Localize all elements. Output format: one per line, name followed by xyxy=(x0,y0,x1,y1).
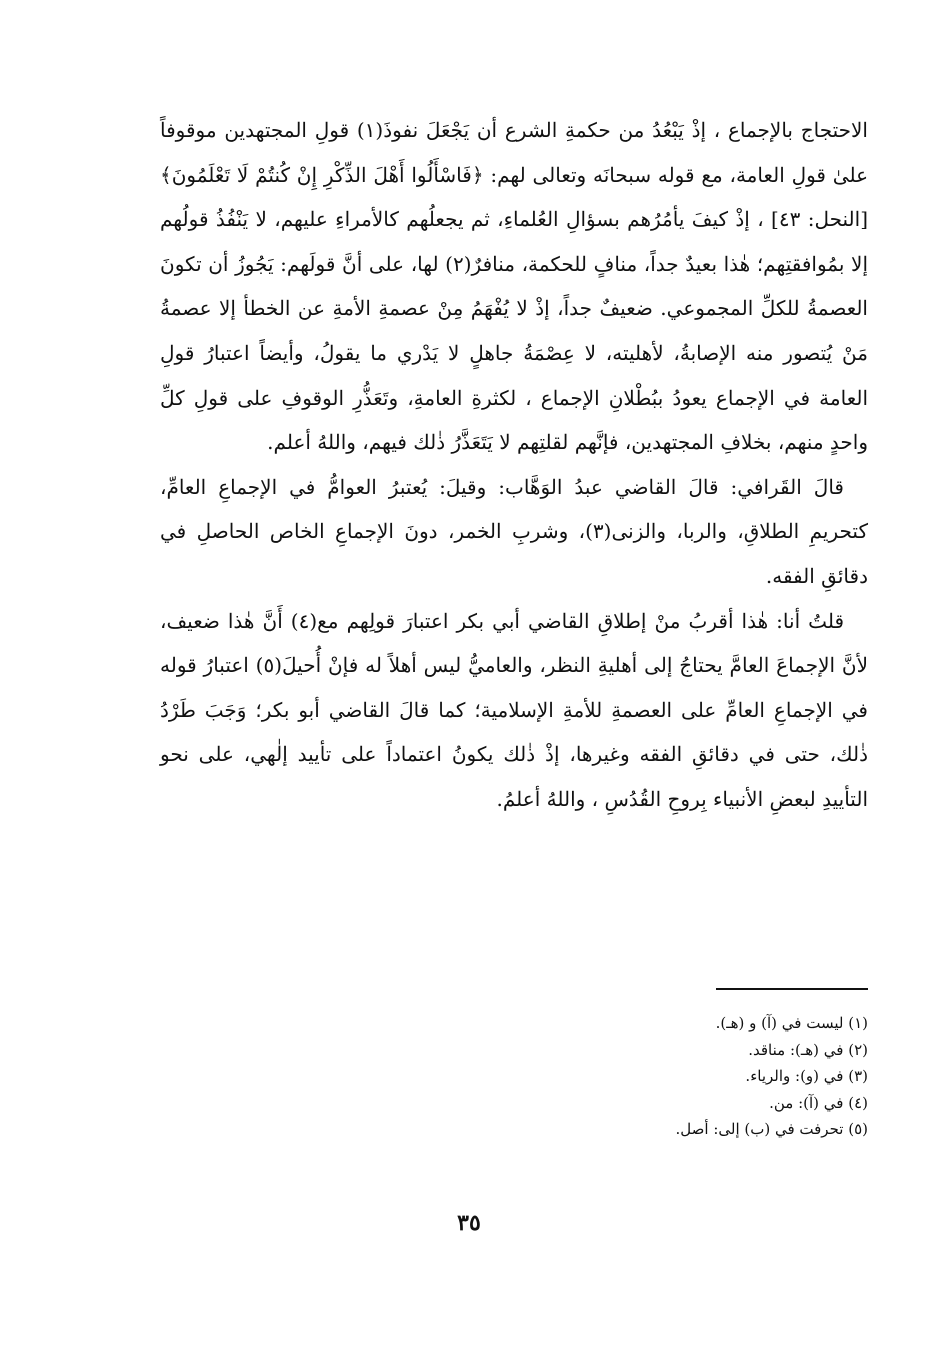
footnote-5: (٥) تحرفت في (ب) إلى: أصل. xyxy=(675,1120,868,1138)
footnote-2: (٢) في (هـ): مناقد. xyxy=(748,1040,868,1059)
footnote-1: (١) ليست في (آ) و (هـ). xyxy=(715,1014,868,1032)
main-text xyxy=(160,108,868,822)
paragraph-1: الاحتجاج بالإجماع ، إذْ يَبْعُدُ من حكمةِ الشرع أن يَجْعَلَ نفوذَ(١) قولِ المجتهدين موقوفاً علىٰ قولِ العامة، مع قوله سبحانَه وتعالى لهم: ﴿فَاسْأَلُوا أَهْلَ الذِّكْرِ إِنْ كُنتُمْ لَا تَعْلَمُونَ﴾ [النحل: ٤٣] ، إذْ كيفَ يأمُرُهم بسؤالِ العُلماءِ، ثم يجعلُهم كالأمراءِ عليهم، لا يَنْفُذُ قولُهم إلا بمُوافقتِهم؛ هٰذا بعيدٌ جداً، منافٍ للحكمة، منافرٌ(٢) لها، على أنَّ قولَهم: يَجُوزُ أن تكونَ العصمةُ للكلِّ المجموعي. ضعيفٌ جداً، إذْ لا يُفْهَمُ مِنْ عصمةِ الأمةِ عن الخطأ إلا عصمةُ مَنْ يُتصور منه الإصابةُ، لأهليته، لا عِصْمَةُ جاهلٍ لا يَدْري ما يقولُ، وأيضاً اعتبارُ قولِ العامة في الإجماع يعودُ ببُطْلانِ الإجماع ، لكثرةِ العامةِ، وتَعَذُّرِ الوقوفِ على قولِ كلِّ واحدٍ منهم، بخلافِ المجتهدين، فإنَّهم لقلتِهم لا يَتَعَذَّرُ ذٰلك فيهم، واللهُ أعلم. xyxy=(160,118,869,455)
page-number: ٣٥ xyxy=(457,1210,481,1236)
footnotes xyxy=(300,1010,868,1143)
footnote-3: (٣) في (و): والرياء. xyxy=(745,1067,868,1085)
paragraph-2: قالَ القَرافي: قالَ القاضي عبدُ الوَهَّاب: وقيلَ: يُعتبرُ العوامُّ في الإجماعِ العامِّ، كتحريمِ الطلاقِ، والربا، والزنى(٣)، وشربِ الخمر، دونَ الإجماعِ الخاص الحاصلِ في دقائقِ الفقه. xyxy=(160,474,868,588)
footnote-4: (٤) في (آ): من. xyxy=(769,1093,868,1112)
paragraph-3: قلتُ أنا: هٰذا أقربُ منْ إطلاقِ القاضي أبي بكر اعتبارَ قولِهم مع(٤) أَنَّ هٰذا ضعيف، لأنَّ الإجماعَ العامَّ يحتاجُ إلى أهليةِ النظر، والعاميُّ ليس أهلاً له فإنْ أُحيلَ(٥) اعتبارُ قوله في الإجماعِ العامِّ على العصمةِ للأمةِ الإسلامية؛ كما قالَ القاضي أبو بكر؛ وَجَبَ طَرْدُ ذٰلك، حتى في دقائقِ الفقه وغيرها، إذْ ذٰلك يكونُ اعتماداً على تأييد إلٰهي، على نحو التأييدِ لبعضِ الأنبياء بِروحِ القُدُسِ ، واللهُ أعلمُ. xyxy=(160,608,868,811)
footnote-separator xyxy=(716,988,868,990)
